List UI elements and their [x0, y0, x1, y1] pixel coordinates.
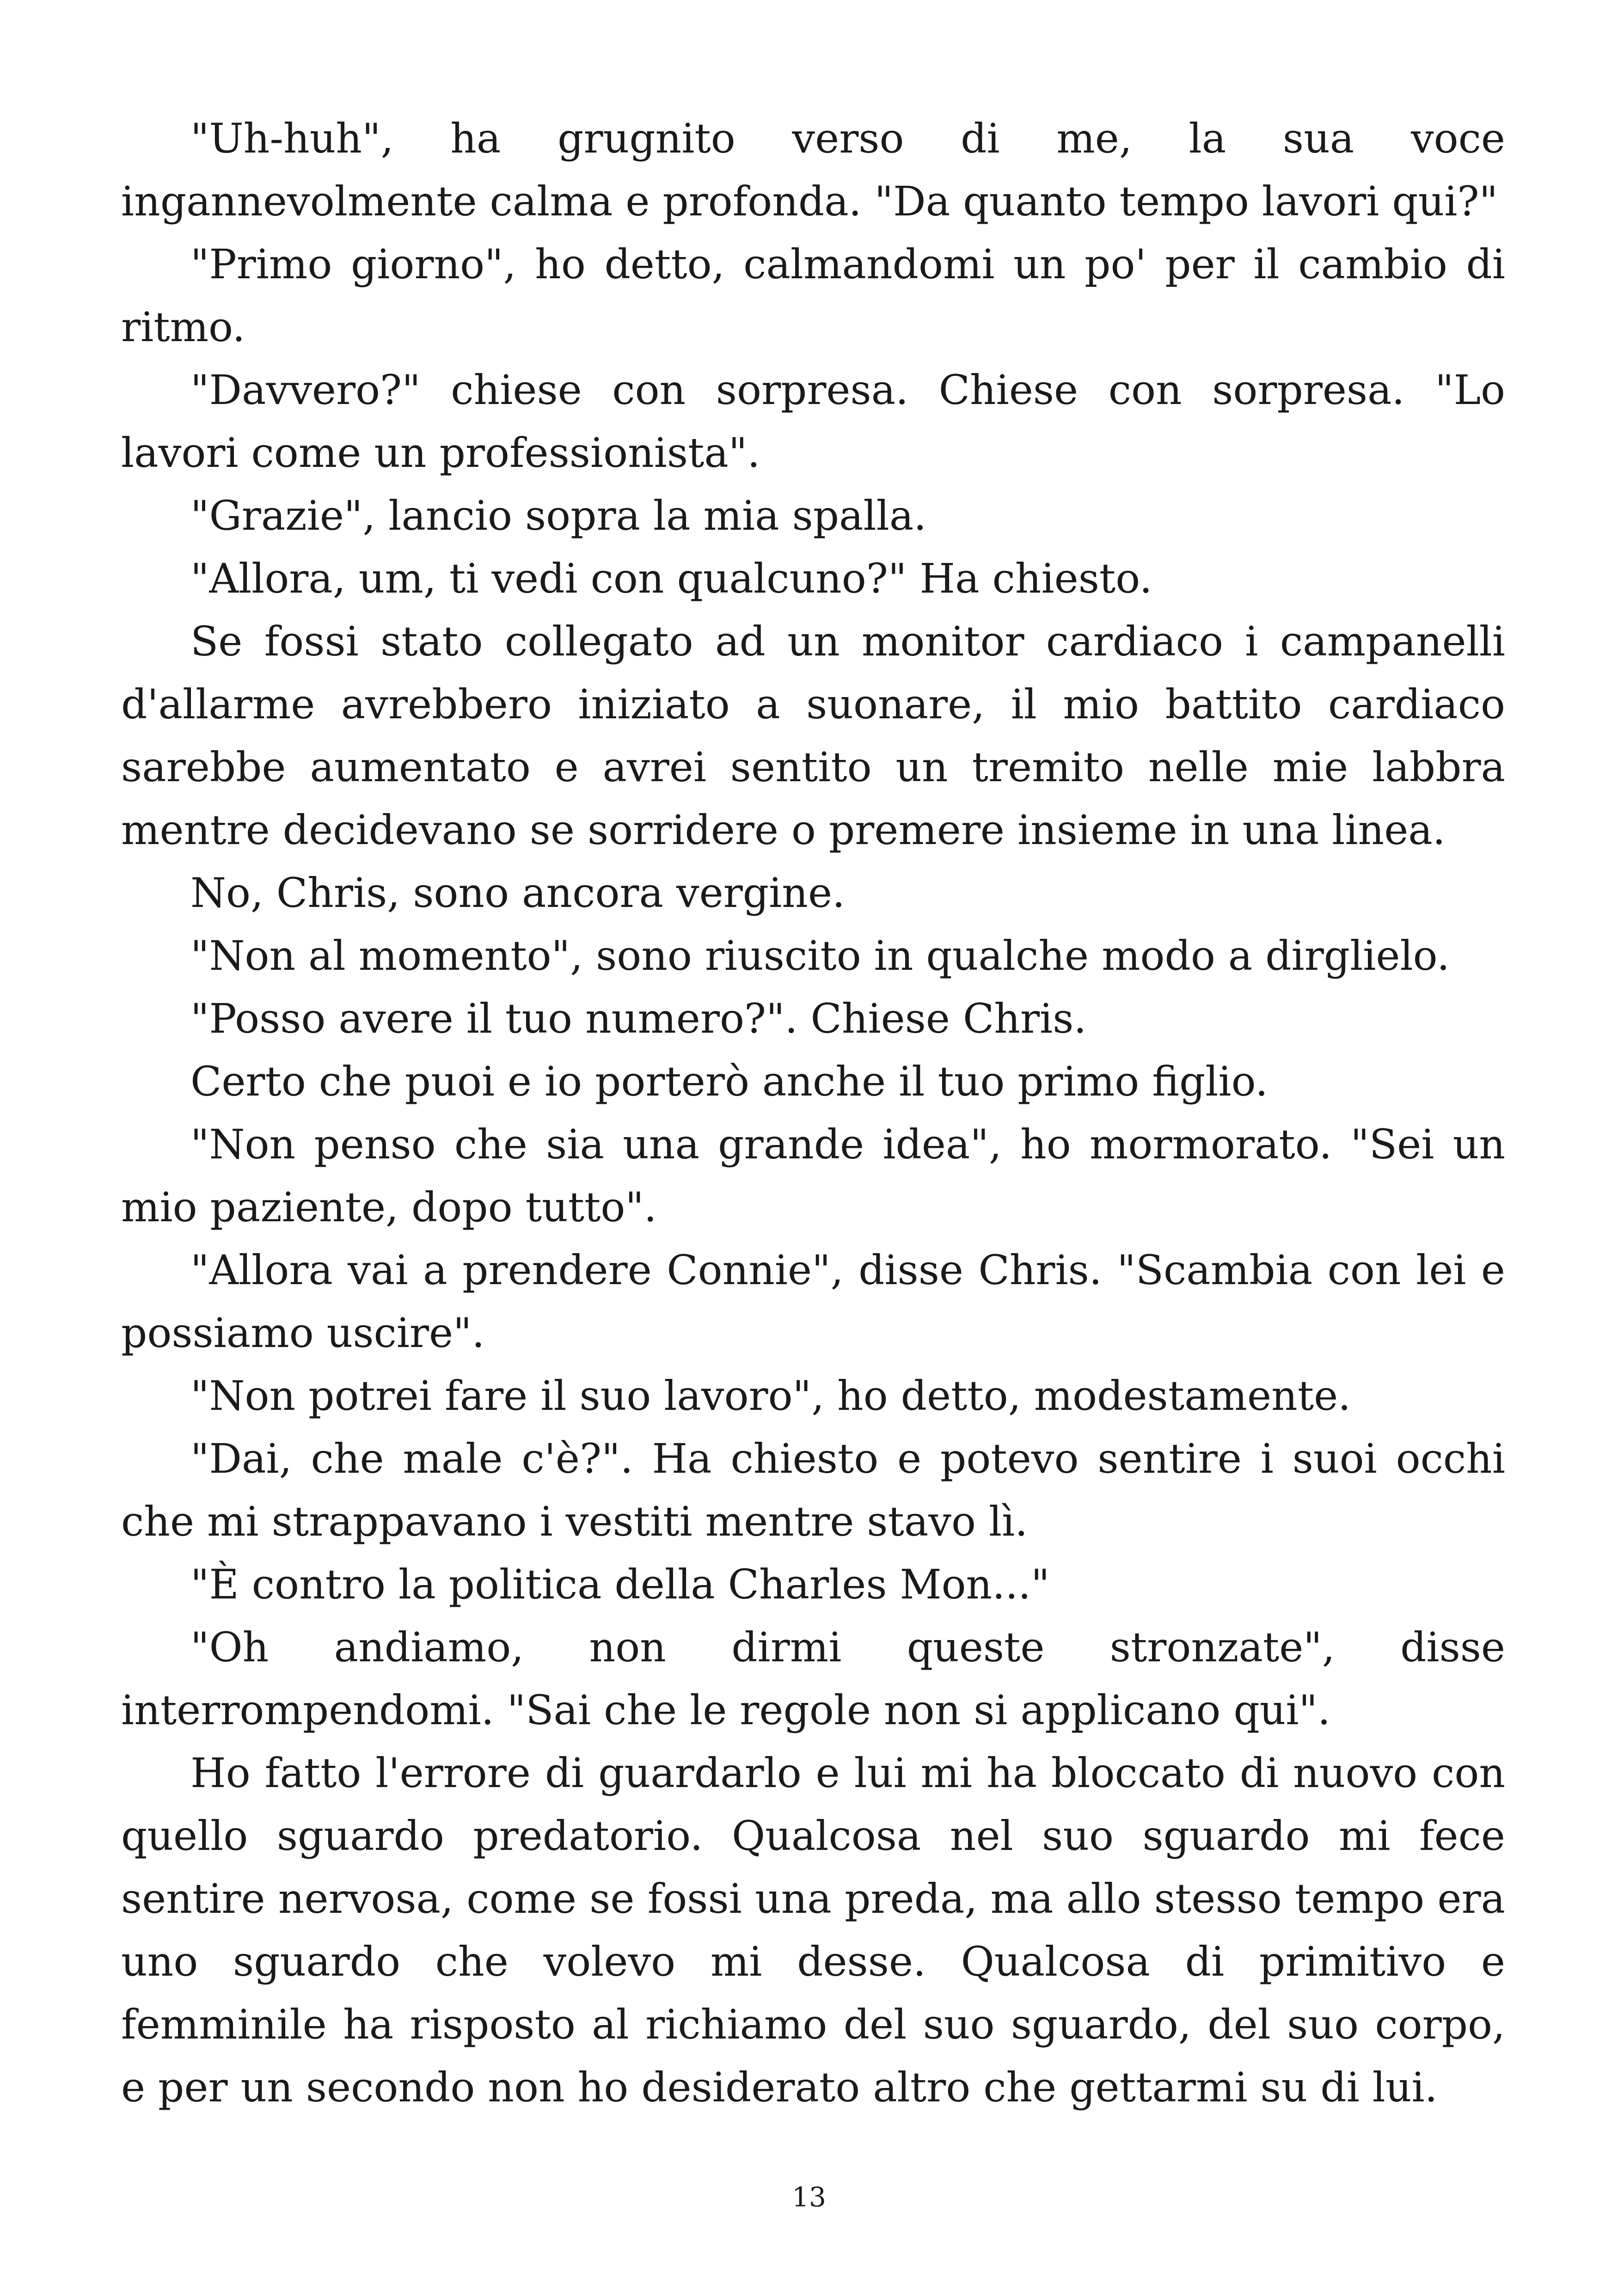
paragraph-11: "Non penso che sia una grande idea", ho mormorato. "Sei un mio paziente, dopo tutto".: [121, 1120, 1505, 1231]
paragraph-8: "Non al momento", sono riuscito in qualche modo a dirglielo.: [190, 932, 1450, 980]
paragraph-14: "Dai, che male c'è?". Ha chiesto e potevo sentire i suoi occhi che mi strappavano i vestiti mentre stavo lì.: [121, 1435, 1505, 1545]
paragraph-15: "È contro la politica della Charles Mon...": [190, 1561, 1050, 1608]
paragraph-7: No, Chris, sono ancora vergine.: [190, 869, 845, 917]
paragraph-3: "Davvero?" chiese con sorpresa. Chiese con sorpresa. "Lo lavori come un professionista".: [121, 366, 1505, 477]
paragraph-5: "Allora, um, ti vedi con qualcuno?" Ha chiesto.: [190, 555, 1152, 602]
paragraph-2: "Primo giorno", ho detto, calmandomi un po' per il cambio di ritmo.: [121, 240, 1505, 351]
page-number: 13: [792, 2181, 826, 2213]
paragraph-10: Certo che puoi e io porterò anche il tuo primo figlio.: [190, 1058, 1268, 1105]
paragraph-13: "Non potrei fare il suo lavoro", ho detto, modestamente.: [190, 1372, 1351, 1420]
paragraph-12: "Allora vai a prendere Connie", disse Chris. "Scambia con lei e possiamo uscire".: [121, 1246, 1505, 1357]
paragraph-6: Se fossi stato collegato ad un monitor cardiaco i campanelli d'allarme avrebbero iniziato a suonare, il mio battito cardiaco sarebbe aumentato e avrei sentito un tremito nelle mie labbra mentre decidevano se sorridere o premere insieme in una linea.: [121, 618, 1505, 854]
paragraph-4: "Grazie", lancio sopra la mia spalla.: [190, 492, 927, 539]
paragraph-16: "Oh andiamo, non dirmi queste stronzate", disse interrompendomi. "Sai che le regole non si applicano qui".: [121, 1623, 1505, 1734]
paragraph-17: Ho fatto l'errore di guardarlo e lui mi ha bloccato di nuovo con quello sguardo predatorio. Qualcosa nel suo sguardo mi fece sentire nervosa, come se fossi una preda, ma allo stesso tempo era uno sguardo che volevo mi desse. Qualcosa di primitivo e femminile ha risposto al richiamo del suo sguardo, del suo corpo, e per un secondo non ho desiderato altro che gettarmi su di lui.: [121, 1749, 1505, 2111]
paragraph-1: "Uh-huh", ha grugnito verso di me, la sua voce ingannevolmente calma e profonda. "Da quanto tempo lavori qui?": [121, 115, 1505, 225]
page-text: [121, 107, 1505, 2119]
paragraph-9: "Posso avere il tuo numero?". Chiese Chris.: [190, 995, 1087, 1042]
